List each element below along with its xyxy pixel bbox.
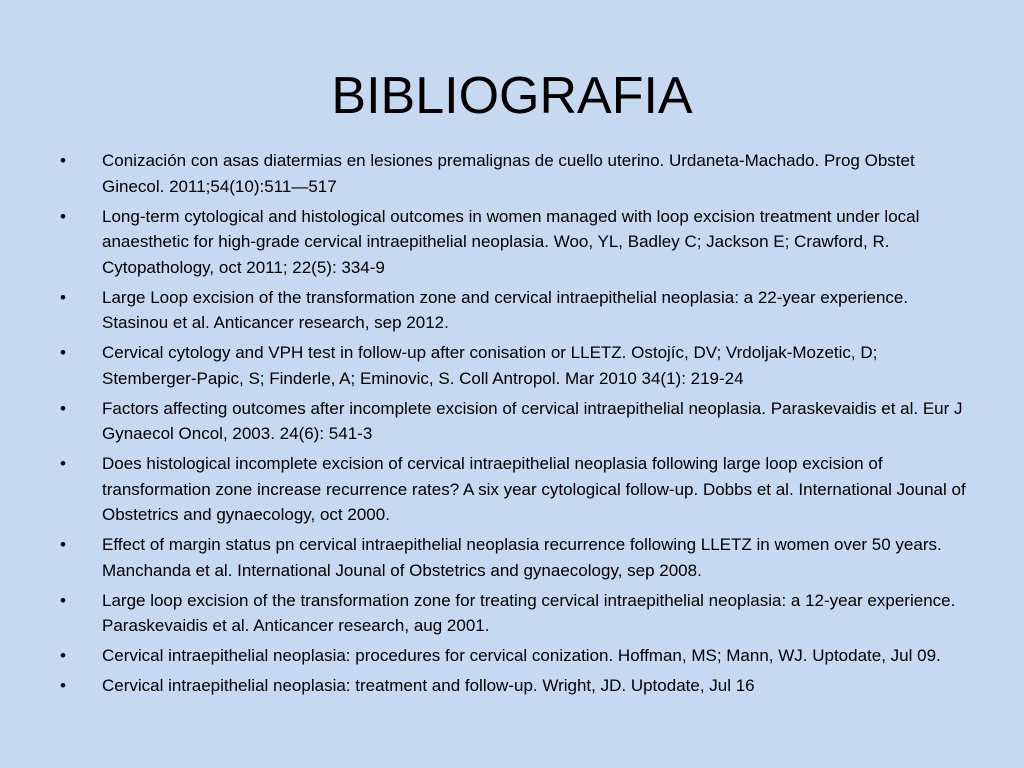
reference-list xyxy=(58,148,968,703)
reference-text: Factors affecting outcomes after incomplete excision of cervical intraepithelial neoplasia. Paraskevaidis et al. Eur J Gynaecol Oncol, 2003. 24(6): 541-3 xyxy=(102,398,963,443)
reference-item xyxy=(58,340,968,391)
reference-text: Large loop excision of the transformation zone for treating cervical intraepithelial neoplasia: a 12-year experience. Paraskevaidis et al. Anticancer research, aug 2001. xyxy=(102,590,956,635)
bullet-icon: • xyxy=(60,206,66,226)
bullet-icon: • xyxy=(60,590,66,610)
bullet-icon: • xyxy=(60,454,66,473)
reference-text: Cervical cytology and VPH test in follow-up after conisation or LLETZ. Ostojíc, DV; Vrdoljak-Mozetic, D; Stemberger-Papic, S; Finderle, A; Eminovic, S. Coll Antropol. Mar 2010 34(1): 219-24 xyxy=(102,343,878,388)
bullet-icon: • xyxy=(60,287,66,307)
slide-title: BIBLIOGRAFIA xyxy=(331,67,693,125)
reference-item xyxy=(58,204,968,281)
bullet-icon: • xyxy=(60,151,66,170)
reference-text: Effect of margin status pn cervical intraepithelial neoplasia recurrence following LLETZ in women over 50 years. Manchanda et al. International Jounal of Obstetrics and gynaecology, sep 2008. xyxy=(102,535,942,580)
reference-item xyxy=(58,396,968,447)
reference-item xyxy=(58,148,968,199)
reference-item xyxy=(58,673,968,699)
reference-item xyxy=(58,532,968,583)
reference-text: Large Loop excision of the transformation zone and cervical intraepithelial neoplasia: a 22-year experience. Stasinou et al. Anticancer research, sep 2012. xyxy=(102,287,909,332)
bullet-icon: • xyxy=(60,398,66,418)
reference-text: Long-term cytological and histological outcomes in women managed with loop excision treatment under local anaesthetic for high-grade cervical intraepithelial neoplasia. Woo, YL, Badley C; Jackson E; Crawford, R. Cytopathology, oct 2011; 22(5): 334-9 xyxy=(102,206,920,277)
bullet-icon: • xyxy=(60,646,66,665)
reference-text: Cervical intraepithelial neoplasia: procedures for cervical conization. Hoffman, MS; Mann, WJ. Uptodate, Jul 09. xyxy=(102,646,941,665)
reference-text: Conización con asas diatermias en lesiones premalignas de cuello uterino. Urdaneta-Machado. Prog Obstet Ginecol. 2011;54(10):511—517 xyxy=(102,151,915,196)
reference-item xyxy=(58,643,968,669)
reference-item xyxy=(58,588,968,639)
reference-text: Does histological incomplete excision of cervical intraepithelial neoplasia following large loop excision of transformation zone increase recurrence rates? A six year cytological follow-up. Dobbs et al. International Jounal of Obstetrics and gynaecology, oct 2000. xyxy=(102,454,966,524)
bullet-icon: • xyxy=(60,343,66,362)
reference-item xyxy=(58,451,968,528)
reference-item xyxy=(58,285,968,336)
bullet-icon: • xyxy=(60,535,66,554)
bullet-icon: • xyxy=(60,676,66,695)
reference-text: Cervical intraepithelial neoplasia: treatment and follow-up. Wright, JD. Uptodate, Jul 16 xyxy=(102,676,755,695)
